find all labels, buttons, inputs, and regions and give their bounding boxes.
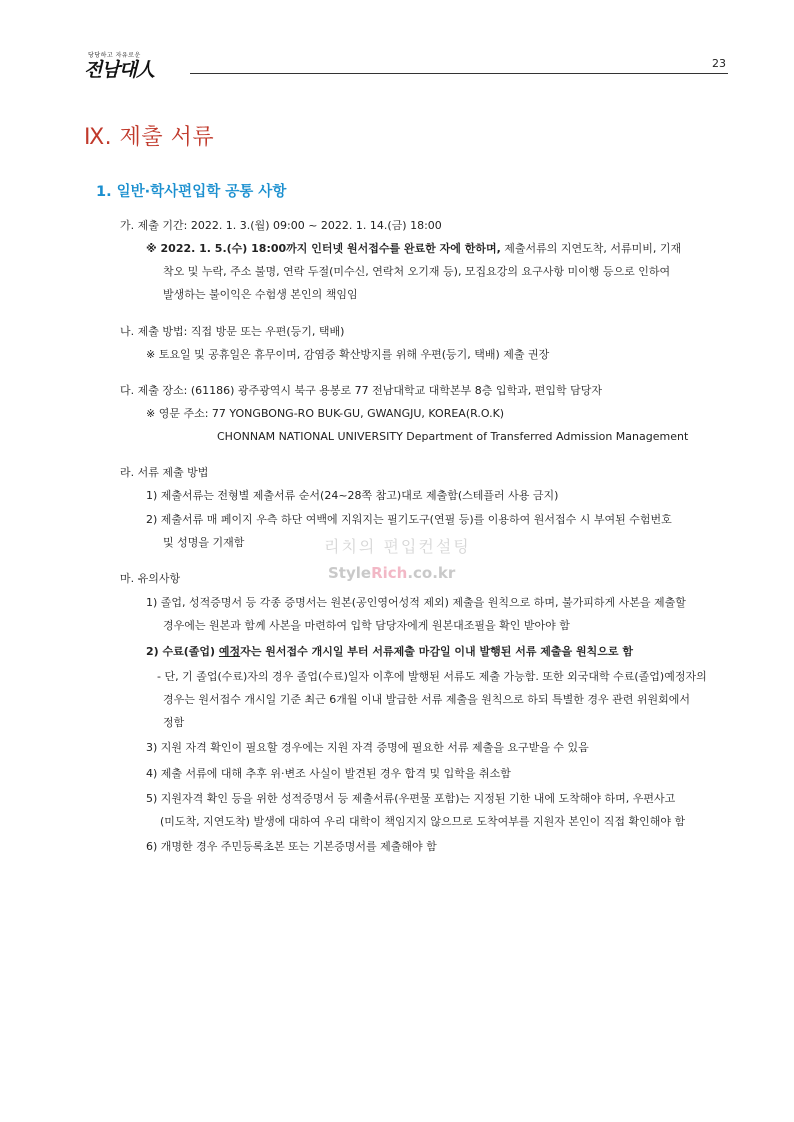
notice-item-2	[146, 645, 633, 659]
notice-item-5-line2: (미도착, 지연도착) 발생에 대하여 우리 대학이 책임지지 않으므로 도착여부를 지원자 본인이 직접 확인해야 함	[160, 815, 686, 828]
notice-item-1: 1) 졸업, 성적증명서 등 각종 증명서는 원본(공인영어성적 제외) 제출을 원칙으로 하며, 불가피하게 사본을 제출할	[146, 596, 686, 609]
english-address-line2: CHONNAM NATIONAL UNIVERSITY Department of Transferred Admission Management	[217, 430, 689, 443]
period-note-rest: 제출서류의 지연도착, 서류미비, 기재	[500, 242, 682, 255]
sub-title: 1. 일반·학사편입학 공통 사항	[96, 184, 287, 200]
period-note-line3: 발생하는 불이익은 수험생 본인의 책임임	[163, 288, 358, 301]
notice-item-2-b: 자는 원서접수 개시일 부터 서류제출 마감일 이내 발행된 서류 제출을 원칙으로 함	[240, 645, 633, 658]
notice-item-2-underline: 예정	[218, 645, 241, 658]
watermark-url	[328, 564, 455, 582]
how-item-2-line2: 및 성명을 기재함	[163, 536, 245, 549]
watermark-url-rich: Rich	[371, 564, 408, 582]
notice-item-1-line2: 경우에는 원본과 함께 사본을 마련하여 입학 담당자에게 원본대조필을 확인 받아야 함	[163, 619, 570, 632]
english-address: ※ 영문 주소: 77 YONGBONG-RO BUK-GU, GWANGJU, KOREA(R.O.K)	[146, 407, 505, 420]
header-divider	[190, 73, 728, 74]
method-note: ※ 토요일 및 공휴일은 휴무이며, 감염증 확산방지를 위해 우편(등기, 택배) 제출 권장	[146, 348, 550, 361]
logo-wordmark: 전남대人	[84, 59, 155, 81]
logo-slogan: 당당하고 자유로운	[88, 52, 141, 59]
page-number: 23	[712, 57, 726, 70]
submission-how: 라. 서류 제출 방법	[120, 466, 209, 479]
how-item-1: 1) 제출서류는 전형별 제출서류 순서(24~28쪽 참고)대로 제출함(스테플러 사용 금지)	[146, 489, 559, 502]
section-title: Ⅸ. 제출 서류	[84, 125, 215, 150]
watermark-url-style: Style	[328, 564, 372, 582]
submission-period: 가. 제출 기간: 2022. 1. 3.(월) 09:00 ~ 2022. 1. 14.(금) 18:00	[120, 219, 442, 232]
notice-item-6: 6) 개명한 경우 주민등록초본 또는 기본증명서를 제출해야 함	[146, 840, 437, 853]
notices: 마. 유의사항	[120, 572, 181, 585]
notice-item-5: 5) 지원자격 확인 등을 위한 성적증명서 등 제출서류(우편물 포함)는 지정된 기한 내에 도착해야 하며, 우편사고	[146, 792, 676, 805]
period-note-bold: ※ 2022. 1. 5.(수) 18:00까지 인터넷 원서접수를 완료한 자에 한하며,	[146, 242, 501, 255]
notice-item-2-sub-line2: 경우는 원서접수 개시일 기준 최근 6개월 이내 발급한 서류 제출을 원칙으로 하되 특별한 경우 관련 위원회에서	[163, 693, 690, 706]
notice-item-2-sub: - 단, 기 졸업(수료)자의 경우 졸업(수료)일자 이후에 발행된 서류도 제출 가능함. 또한 외국대학 수료(졸업)예정자의	[157, 670, 707, 683]
university-logo	[84, 50, 184, 82]
notice-item-2-sub-line3: 정함	[163, 716, 185, 729]
watermark-url-domain: .co.kr	[407, 564, 456, 582]
period-note-line2: 착오 및 누락, 주소 불명, 연락 두절(미수신, 연락처 오기재 등), 모집요강의 요구사항 미이행 등으로 인하여	[163, 265, 671, 278]
notice-item-2-a: 2) 수료(졸업)	[146, 645, 219, 658]
submission-method: 나. 제출 방법: 직접 방문 또는 우편(등기, 택배)	[120, 325, 345, 338]
watermark-text: 리치의 편입컨설팅	[324, 537, 471, 556]
how-item-2: 2) 제출서류 매 페이지 우측 하단 여백에 지워지는 필기도구(연필 등)를 이용하여 원서접수 시 부여된 수험번호	[146, 513, 672, 526]
submission-place: 다. 제출 장소: (61186) 광주광역시 북구 용봉로 77 전남대학교 대학본부 8층 입학과, 편입학 담당자	[120, 384, 603, 397]
notice-item-3: 3) 지원 자격 확인이 필요할 경우에는 지원 자격 증명에 필요한 서류 제출을 요구받을 수 있음	[146, 741, 589, 754]
period-note	[146, 242, 681, 256]
notice-item-4: 4) 제출 서류에 대해 추후 위·변조 사실이 발견된 경우 합격 및 입학을 취소함	[146, 767, 511, 780]
